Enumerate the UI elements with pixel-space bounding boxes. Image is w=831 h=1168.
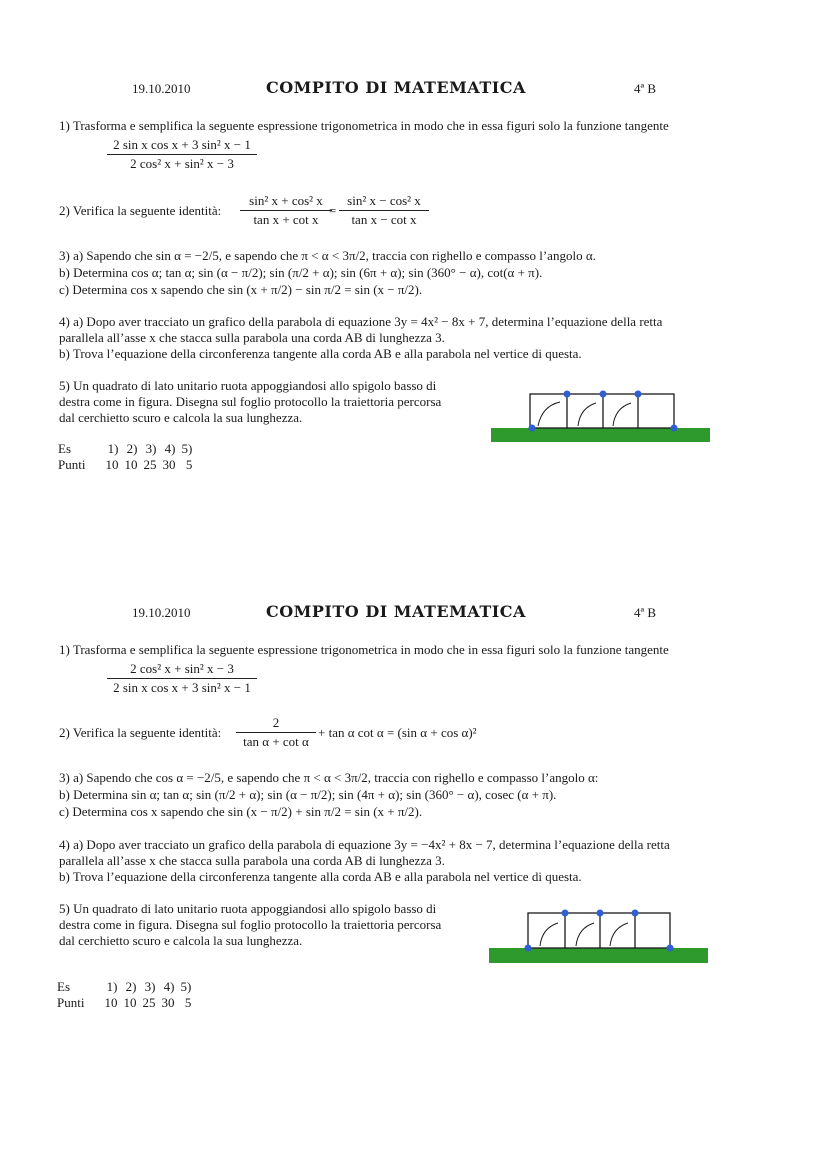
test-sheet-2 — [0, 522, 831, 1042]
exercise-2-lhs-fraction — [236, 715, 316, 750]
exercise-3a: 3) a) Sapendo che cos α = −2/5, e sapendo che π < α < 3π/2, traccia con righello e compasso l’angolo α: — [59, 770, 599, 785]
fraction-numerator: 2 cos² x + sin² x − 3 — [107, 661, 257, 679]
score-header-row — [57, 979, 197, 995]
exercise-number: 4) — [164, 441, 176, 456]
exercise-2-label: 2) Verifica la seguente identità: — [59, 725, 222, 740]
exercise-1-text: 1) Trasforma e semplifica la seguente espressione trigonometrica in modo che in essa figuri solo la funzione tangente — [59, 642, 669, 657]
square-outline — [530, 394, 674, 428]
exercise-4b: b) Trova l’equazione della circonferenza tangente alla corda AB e alla parabola nel vertice di questa. — [59, 869, 582, 884]
points-value: 5 — [185, 457, 193, 472]
square-outline — [528, 913, 670, 948]
rotating-square-figure — [490, 388, 712, 444]
ground-strip — [491, 428, 710, 442]
rotation-arc-arrow — [540, 923, 558, 946]
exercise-4a-line1: 4) a) Dopo aver tracciato un grafico della parabola di equazione 3y = 4x² − 8x + 7, determina l’equazione della retta — [59, 314, 663, 329]
points-value: 30 — [162, 457, 176, 472]
class-label: 4ª B — [634, 605, 657, 620]
points-value: 10 — [104, 995, 118, 1010]
dark-dot — [597, 910, 604, 917]
exercise-4a-line1: 4) a) Dopo aver tracciato un grafico della parabola di equazione 3y = −4x² + 8x − 7, determina l’equazione della retta — [59, 837, 670, 852]
exercise-2-rhs-fraction — [339, 193, 429, 228]
equals-sign: = — [329, 203, 337, 218]
exercise-3b: b) Determina cos α; tan α; sin (α − π/2); sin (π/2 + α); sin (6π + α); sin (360° − α), cot(α + π). — [59, 265, 543, 280]
rotation-arc-arrow — [578, 403, 596, 426]
score-table — [58, 441, 198, 473]
rotation-arc-arrow — [538, 402, 560, 426]
points-value: 10 — [123, 995, 137, 1010]
date: 19.10.2010 — [132, 605, 191, 620]
score-table — [57, 979, 197, 1011]
exercise-4a-line2: parallela all’asse x che stacca sulla parabola una corda AB di lunghezza 3. — [59, 330, 445, 345]
exercise-number: 4) — [163, 979, 175, 994]
exercise-1-fraction — [107, 661, 257, 696]
exercise-5-line1: 5) Un quadrato di lato unitario ruota appoggiandosi allo spigolo basso di — [59, 901, 437, 916]
rotation-arc-arrow — [613, 403, 631, 426]
exercise-number: 2) — [125, 979, 137, 994]
rotating-square-figure — [488, 906, 710, 964]
exercise-3b: b) Determina sin α; tan α; sin (π/2 + α); sin (α − π/2); sin (4π + α); sin (360° − α), cosec (α + π). — [59, 787, 557, 802]
dark-dot — [667, 945, 674, 952]
exercise-number: 3) — [145, 441, 157, 456]
exercise-3c: c) Determina cos x sapendo che sin (x − π/2) + sin π/2 = sin (x + π/2). — [59, 804, 423, 819]
exercise-number: 2) — [126, 441, 138, 456]
page-title: COMPITO DI MATEMATICA — [266, 602, 526, 621]
dark-dot — [671, 425, 678, 432]
dark-dot — [632, 910, 639, 917]
exercise-5-line1: 5) Un quadrato di lato unitario ruota appoggiandosi allo spigolo basso di — [59, 378, 437, 393]
exercise-number: 1) — [107, 441, 119, 456]
exercise-number: 5) — [181, 441, 193, 456]
date: 19.10.2010 — [132, 81, 191, 96]
dark-dot — [529, 425, 536, 432]
points-value: 5 — [184, 995, 192, 1010]
dark-dot — [525, 945, 532, 952]
exercise-3c: c) Determina cos x sapendo che sin (x + π/2) − sin π/2 = sin (x − π/2). — [59, 282, 423, 297]
exercise-5-line3: dal cerchietto scuro e calcola la sua lunghezza. — [59, 933, 303, 948]
fraction-denominator: tan x + cot x — [253, 212, 319, 227]
exercise-number: 1) — [106, 979, 118, 994]
points-value: 25 — [142, 995, 156, 1010]
points-label: Punti — [57, 995, 85, 1010]
fraction-denominator: 2 cos² x + sin² x − 3 — [130, 156, 234, 171]
dark-dot — [635, 391, 642, 398]
exercise-number: 5) — [180, 979, 192, 994]
dark-dot — [562, 910, 569, 917]
test-sheet-1 — [0, 0, 831, 520]
fraction-denominator: tan α + cot α — [243, 734, 309, 749]
dark-dot — [564, 391, 571, 398]
score-points-row — [57, 995, 197, 1011]
rotation-arc-arrow — [576, 923, 594, 946]
es-label: Es — [57, 979, 70, 994]
fraction-numerator: 2 — [236, 715, 316, 733]
class-label: 4ª B — [634, 81, 657, 96]
score-points-row — [58, 457, 198, 473]
es-label: Es — [58, 441, 71, 456]
page-title: COMPITO DI MATEMATICA — [266, 78, 526, 97]
fraction-denominator: tan x − cot x — [351, 212, 417, 227]
exercise-5-line3: dal cerchietto scuro e calcola la sua lunghezza. — [59, 410, 303, 425]
ground-strip — [489, 948, 708, 963]
rotation-arc-arrow — [610, 923, 628, 946]
exercise-2-label: 2) Verifica la seguente identità: — [59, 203, 222, 218]
dark-dot — [600, 391, 607, 398]
exercise-2-rest: + tan α cot α = (sin α + cos α)² — [318, 725, 477, 740]
fraction-denominator: 2 sin x cos x + 3 sin² x − 1 — [113, 680, 251, 695]
exercise-1-fraction — [107, 137, 257, 172]
exercise-4a-line2: parallela all’asse x che stacca sulla parabola una corda AB di lunghezza 3. — [59, 853, 445, 868]
points-value: 30 — [161, 995, 175, 1010]
fraction-numerator: sin² x − cos² x — [339, 193, 429, 211]
exercise-5-line2: destra come in figura. Disegna sul foglio protocollo la traiettoria percorsa — [59, 917, 442, 932]
fraction-numerator: sin² x + cos² x — [240, 193, 332, 211]
points-label: Punti — [58, 457, 86, 472]
exercise-5-line2: destra come in figura. Disegna sul foglio protocollo la traiettoria percorsa — [59, 394, 442, 409]
points-value: 10 — [124, 457, 138, 472]
points-value: 10 — [105, 457, 119, 472]
exercise-2-lhs-fraction — [240, 193, 332, 228]
exercise-3a: 3) a) Sapendo che sin α = −2/5, e sapendo che π < α < 3π/2, traccia con righello e compasso l’angolo α. — [59, 248, 596, 263]
exercise-4b: b) Trova l’equazione della circonferenza tangente alla corda AB e alla parabola nel vertice di questa. — [59, 346, 582, 361]
fraction-numerator: 2 sin x cos x + 3 sin² x − 1 — [107, 137, 257, 155]
points-value: 25 — [143, 457, 157, 472]
score-header-row — [58, 441, 198, 457]
exercise-number: 3) — [144, 979, 156, 994]
exercise-1-text: 1) Trasforma e semplifica la seguente espressione trigonometrica in modo che in essa figuri solo la funzione tangente — [59, 118, 669, 133]
